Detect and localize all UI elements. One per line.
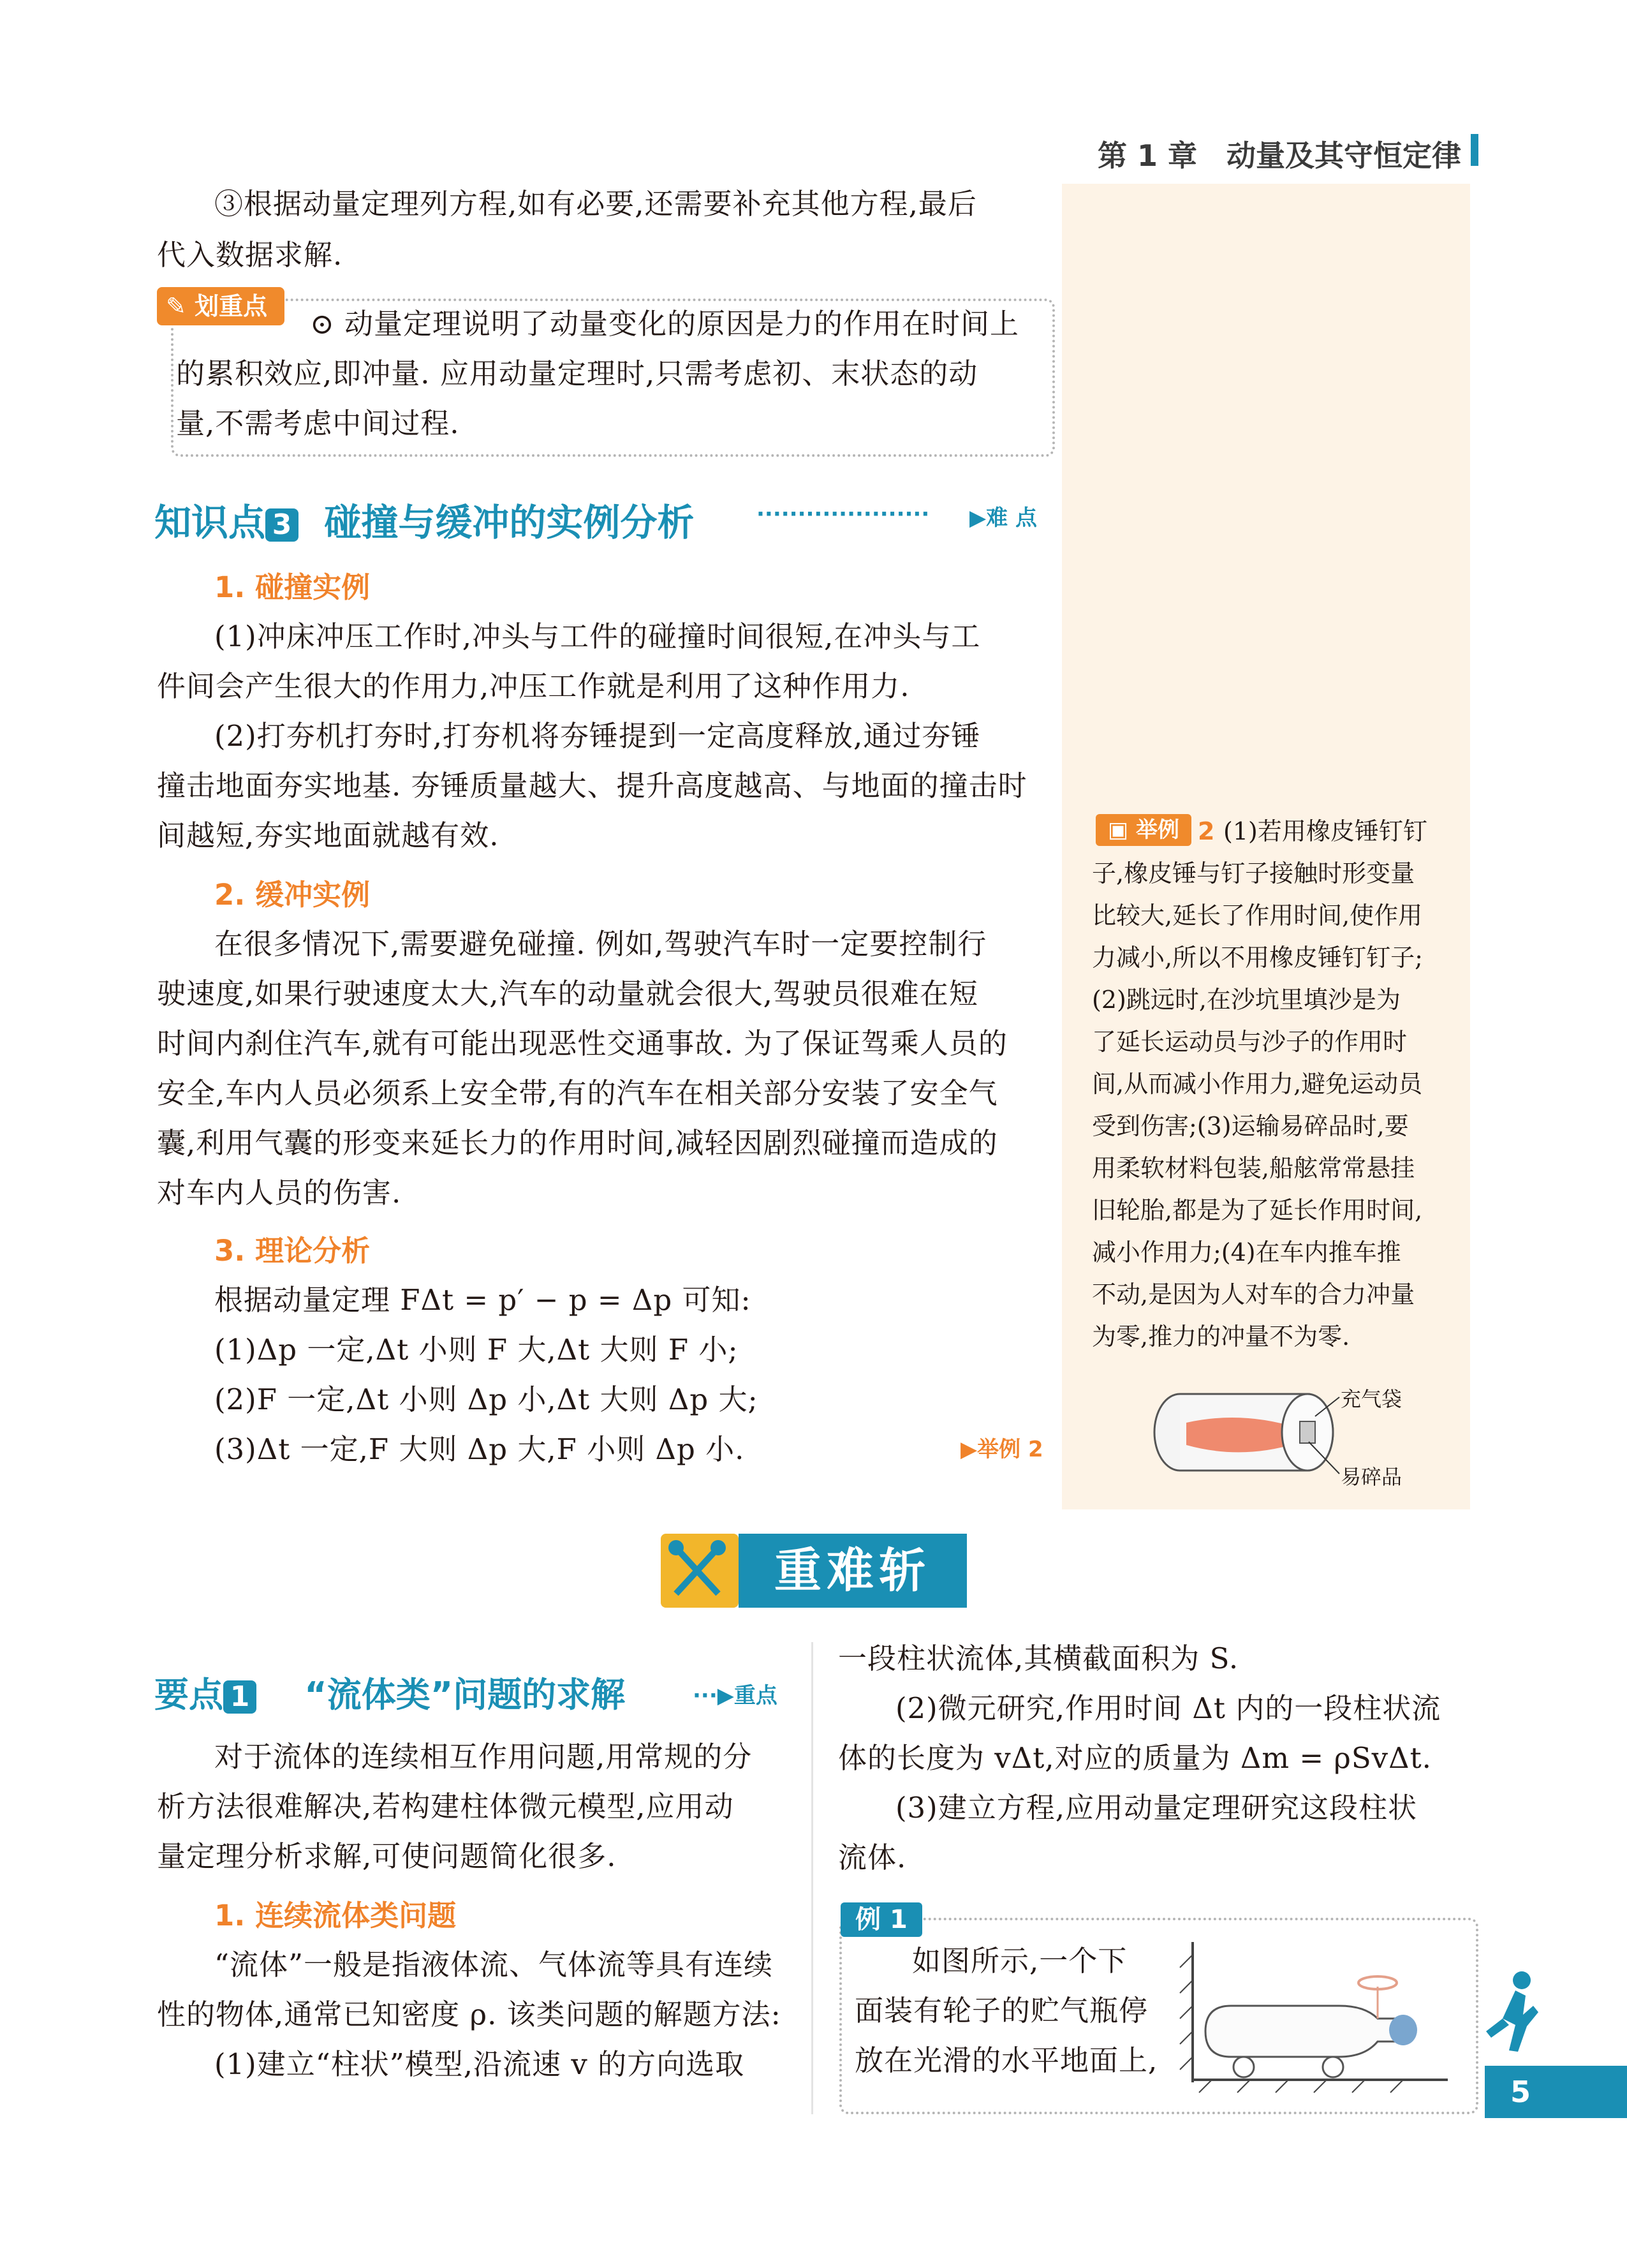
right-line-5: 流体. [838, 1841, 907, 1874]
keypoint-1-prefix: 要点 [154, 1675, 223, 1715]
collision-p1-line-2: 件间会产生很大的作用力,冲压工作就是利用了这种作用力. [157, 669, 910, 703]
keypoint-1-tag: ···▶重点 [693, 1683, 777, 1708]
right-line-1: 一段柱状流体,其横截面积为 S. [838, 1642, 1239, 1675]
example-1-tag: 例 1 [841, 1902, 922, 1937]
example-2-tag-label: 举例 [1135, 817, 1179, 843]
section-3-dots: ····················· [756, 501, 930, 527]
keypoint-1-line-4: “流体”一般是指液体流、气体流等具有连续 [214, 1948, 774, 1982]
buffer-line-5: 囊,利用气囊的形变来延长力的作用时间,减轻因剧烈碰撞而造成的 [157, 1126, 998, 1160]
keypoint-1-line-5: 性的物体,通常已知密度 ρ. 该类问题的解题方法: [157, 1997, 781, 2031]
keypoint-1-num: 1 [223, 1680, 256, 1714]
buffer-line-4: 安全,车内人员必须系上安全带,有的汽车在相关部分安装了安全气 [157, 1076, 998, 1110]
sidebar-line-1: (1)若用橡皮锤钉钉 [1223, 817, 1427, 845]
buffer-line-1: 在很多情况下,需要避免碰撞. 例如,驾驶汽车时一定要控制行 [214, 927, 987, 961]
airbag-label: 充气袋 [1341, 1387, 1402, 1411]
sidebar-line-12: 不动,是因为人对车的合力冲量 [1092, 1280, 1415, 1308]
highlighter-icon: ✎ [166, 292, 186, 320]
keypoint-1-line-6: (1)建立“柱状”模型,沿流速 v 的方向选取 [214, 2047, 745, 2081]
page-number: 5 [1485, 2066, 1627, 2118]
theory-example-ref[interactable]: ▶举例 2 [961, 1437, 1043, 1462]
tools-icon [661, 1534, 739, 1608]
sidebar-line-5: (2)跳远时,在沙坑里填沙是为 [1092, 986, 1401, 1014]
emphasis-line-3: 量,不需考虑中间过程. [176, 406, 460, 440]
buffer-heading: 2. 缓冲实例 [214, 878, 371, 912]
example-1-line-1: 如图所示,一个下 [912, 1944, 1128, 1978]
sidebar-line-6: 了延长运动员与沙子的作用时 [1092, 1028, 1408, 1056]
runner-figure-icon [1477, 1968, 1547, 2063]
emphasis-line-1: ⊙ 动量定理说明了动量变化的原因是力的作用在时间上 [310, 307, 1020, 341]
keypoint-1-line-2: 析方法很难解决,若构建柱体微元模型,应用动 [157, 1790, 734, 1823]
sidebar-line-11: 减小作用力;(4)在车内推车推 [1092, 1238, 1401, 1266]
book-icon: ▣ [1108, 817, 1129, 843]
right-line-2: (2)微元研究,作用时间 Δt 内的一段柱状流 [895, 1691, 1441, 1725]
gas-cylinder-figure [1174, 1929, 1461, 2095]
collision-p2-line-3: 间越短,夯实地面就越有效. [157, 819, 499, 852]
sidebar-line-2: 子,橡皮锤与钉子接触时形变量 [1092, 859, 1415, 887]
theory-line-3: (2)F 一定,Δt 小则 Δp 小,Δt 大则 Δp 大; [214, 1382, 758, 1416]
emphasis-line-2: 的累积效应,即冲量. 应用动量定理时,只需考虑初、末状态的动 [176, 357, 978, 390]
right-line-3: 体的长度为 vΔt,对应的质量为 Δm = ρSvΔt. [838, 1741, 1432, 1775]
theory-line-4: (3)Δt 一定,F 大则 Δp 大,F 小则 Δp 小. [214, 1432, 745, 1466]
collision-heading: 1. 碰撞实例 [214, 570, 371, 604]
collision-p2-line-1: (2)打夯机打夯时,打夯机将夯锤提到一定高度释放,通过夯锤 [214, 719, 981, 753]
section-3-num: 3 [265, 508, 298, 542]
keypoint-1-text: “流体类”问题的求解 [304, 1675, 626, 1715]
keypoint-1-line-3: 量定理分析求解,可使问题简化很多. [157, 1839, 617, 1873]
section-banner: 重难斩 [739, 1534, 967, 1608]
sidebar-line-8: 受到伤害;(3)运输易碎品时,要 [1092, 1112, 1409, 1140]
top-line-2: 代入数据求解. [157, 238, 343, 272]
buffer-line-2: 驶速度,如果行驶速度太大,汽车的动量就会很大,驾驶员很难在短 [157, 977, 978, 1011]
emphasis-tag [157, 287, 284, 325]
keypoint-1-line-1: 对于流体的连续相互作用问题,用常规的分 [214, 1740, 753, 1774]
sidebar-line-4: 力减小,所以不用橡皮锤钉钉子; [1092, 944, 1423, 972]
example-1-line-3: 放在光滑的水平地面上, [855, 2043, 1158, 2077]
fragile-label: 易碎品 [1341, 1465, 1402, 1489]
theory-line-2: (1)Δp 一定,Δt 小则 F 大,Δt 大则 F 小; [214, 1333, 739, 1367]
keypoint-1-heading: 1. 连续流体类问题 [214, 1899, 457, 1932]
theory-heading: 3. 理论分析 [214, 1234, 371, 1268]
section-3-text: 碰撞与缓冲的实例分析 [324, 501, 695, 544]
sidebar-line-9: 用柔软材料包装,船舷常常悬挂 [1092, 1154, 1415, 1182]
sidebar-line-10: 旧轮胎,都是为了延长作用时间, [1092, 1196, 1423, 1224]
section-3-prefix: 知识点 [154, 501, 266, 544]
example-1-line-2: 面装有轮子的贮气瓶停 [855, 1994, 1149, 2027]
example-2-num: 2 [1198, 817, 1215, 845]
sidebar-line-3: 比较大,延长了作用时间,使作用 [1092, 901, 1423, 930]
chapter-accent-bar [1471, 134, 1478, 166]
right-line-4: (3)建立方程,应用动量定理研究这段柱状 [895, 1791, 1418, 1825]
theory-line-1: 根据动量定理 FΔt = p′ − p = Δp 可知: [214, 1283, 751, 1317]
collision-p1-line-1: (1)冲床冲压工作时,冲头与工件的碰撞时间很短,在冲头与工 [214, 619, 981, 653]
collision-p2-line-2: 撞击地面夯实地基. 夯锤质量越大、提升高度越高、与地面的撞击时 [157, 769, 1027, 803]
chapter-title: 第 1 章 动量及其守恒定律 [1097, 138, 1461, 173]
section-3-title [154, 493, 694, 546]
buffer-line-6: 对车内人员的伤害. [157, 1176, 402, 1210]
example-2-tag [1096, 814, 1191, 846]
sidebar-line-7: 间,从而减小作用力,避免运动员 [1092, 1070, 1423, 1098]
emphasis-tag-label: 划重点 [195, 292, 268, 320]
section-3-tag: ▶难 点 [969, 505, 1037, 531]
top-line-1: ③根据动量定理列方程,如有必要,还需要补充其他方程,最后 [214, 187, 977, 221]
buffer-line-3: 时间内刹住汽车,就有可能出现恶性交通事故. 为了保证驾乘人员的 [157, 1027, 1008, 1060]
sidebar-line-13: 为零,推力的冲量不为零. [1092, 1323, 1350, 1351]
column-divider [811, 1642, 813, 2114]
keypoint-1-title [154, 1668, 625, 1717]
